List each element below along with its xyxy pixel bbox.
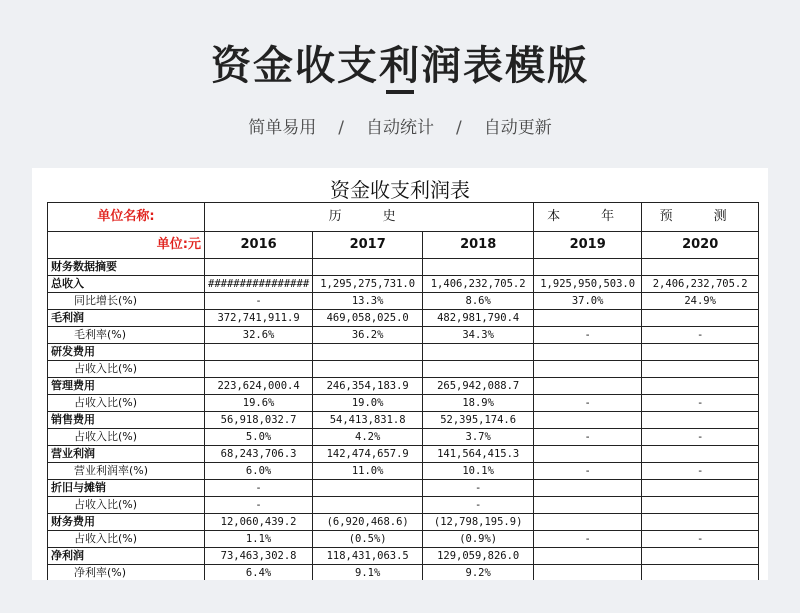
table-cell[interactable]: - xyxy=(642,531,759,548)
row-label[interactable]: 销售费用 xyxy=(48,412,205,429)
year-header: 2020 xyxy=(642,232,759,259)
row-label[interactable]: 营业利润 xyxy=(48,446,205,463)
header-row-1 xyxy=(48,203,759,232)
table-cell[interactable] xyxy=(534,497,642,514)
year-header: 2018 xyxy=(423,232,534,259)
table-row xyxy=(48,361,759,378)
table-cell[interactable] xyxy=(423,259,534,276)
row-label[interactable]: 折旧与摊销 xyxy=(48,480,205,497)
hero-subtitle xyxy=(0,113,800,138)
table-cell[interactable]: 9.2% xyxy=(423,565,534,581)
table-cell[interactable]: 19.6% xyxy=(205,395,313,412)
table-cell[interactable]: 24.9% xyxy=(642,293,759,310)
table-cell[interactable]: 1,406,232,705.2 xyxy=(423,276,534,293)
table-cell[interactable] xyxy=(642,361,759,378)
table-cell[interactable]: - xyxy=(534,429,642,446)
row-label[interactable]: 占收入比(%) xyxy=(48,429,205,446)
tag-separator: / xyxy=(338,118,344,138)
table-row xyxy=(48,344,759,361)
table-row xyxy=(48,293,759,310)
table-cell[interactable] xyxy=(534,514,642,531)
row-label[interactable]: 净利率(%) xyxy=(48,565,205,581)
table-cell[interactable]: 11.0% xyxy=(313,463,423,480)
table-cell[interactable]: 68,243,706.3 xyxy=(205,446,313,463)
table-cell[interactable]: - xyxy=(423,480,534,497)
header-history: 历 史 xyxy=(205,203,534,232)
table-cell[interactable]: 8.6% xyxy=(423,293,534,310)
table-cell[interactable]: - xyxy=(642,395,759,412)
table-cell[interactable]: 1,295,275,731.0 xyxy=(313,276,423,293)
header-forecast: 预 测 xyxy=(642,203,759,232)
hero-title: 资金收支利润表模版 xyxy=(211,43,589,89)
table-cell[interactable] xyxy=(534,378,642,395)
table-cell[interactable]: - xyxy=(534,327,642,344)
table-cell[interactable]: - xyxy=(205,293,313,310)
table-cell[interactable] xyxy=(642,548,759,565)
table-cell[interactable] xyxy=(642,378,759,395)
table-cell[interactable] xyxy=(205,259,313,276)
table-row xyxy=(48,531,759,548)
table-cell[interactable] xyxy=(534,412,642,429)
table-cell[interactable]: - xyxy=(642,463,759,480)
table-cell[interactable]: (0.5%) xyxy=(313,531,423,548)
table-cell[interactable]: - xyxy=(534,531,642,548)
row-label[interactable]: 毛利润 xyxy=(48,310,205,327)
table-cell[interactable]: 19.0% xyxy=(313,395,423,412)
table-cell[interactable]: - xyxy=(642,429,759,446)
table-row xyxy=(48,310,759,327)
table-cell[interactable] xyxy=(423,361,534,378)
tag-separator: / xyxy=(456,118,462,138)
table-cell[interactable]: 4.2% xyxy=(313,429,423,446)
row-label[interactable]: 财务费用 xyxy=(48,514,205,531)
table-cell[interactable] xyxy=(313,259,423,276)
table-cell[interactable]: 73,463,302.8 xyxy=(205,548,313,565)
table-cell[interactable] xyxy=(423,344,534,361)
table-cell[interactable] xyxy=(642,310,759,327)
table-row xyxy=(48,514,759,531)
table-cell[interactable]: 56,918,032.7 xyxy=(205,412,313,429)
table-row xyxy=(48,565,759,581)
row-label[interactable]: 总收入 xyxy=(48,276,205,293)
row-label[interactable]: 研发费用 xyxy=(48,344,205,361)
table-row xyxy=(48,480,759,497)
table-cell[interactable]: 469,058,025.0 xyxy=(313,310,423,327)
table-cell[interactable] xyxy=(534,565,642,581)
table-cell[interactable]: 12,060,439.2 xyxy=(205,514,313,531)
table-row xyxy=(48,276,759,293)
table-cell[interactable] xyxy=(534,361,642,378)
table-cell[interactable]: 246,354,183.9 xyxy=(313,378,423,395)
tag-auto-stats: 自动统计 xyxy=(366,118,434,138)
table-row xyxy=(48,378,759,395)
table-cell[interactable]: 482,981,790.4 xyxy=(423,310,534,327)
sheet-title: 资金收支利润表 xyxy=(330,178,470,202)
table-cell[interactable]: 3.7% xyxy=(423,429,534,446)
spreadsheet-preview xyxy=(32,168,768,580)
table-cell[interactable] xyxy=(642,480,759,497)
table-cell[interactable] xyxy=(534,259,642,276)
row-label[interactable]: 毛利率(%) xyxy=(48,327,205,344)
table-cell[interactable]: 5.0% xyxy=(205,429,313,446)
table-row xyxy=(48,548,759,565)
table-cell[interactable]: - xyxy=(423,497,534,514)
row-label[interactable]: 营业利润率(%) xyxy=(48,463,205,480)
table-row xyxy=(48,429,759,446)
table-cell[interactable]: 52,395,174.6 xyxy=(423,412,534,429)
table-cell[interactable] xyxy=(642,497,759,514)
header-current-year: 本 年 xyxy=(534,203,642,232)
table-row xyxy=(48,395,759,412)
table-cell[interactable]: 37.0% xyxy=(534,293,642,310)
table-cell[interactable]: 6.4% xyxy=(205,565,313,581)
table-cell[interactable]: (0.9%) xyxy=(423,531,534,548)
table-cell[interactable] xyxy=(313,497,423,514)
table-row xyxy=(48,327,759,344)
table-cell[interactable]: - xyxy=(534,395,642,412)
table-cell[interactable]: 36.2% xyxy=(313,327,423,344)
table-cell[interactable]: (12,798,195.9) xyxy=(423,514,534,531)
table-cell[interactable]: 2,406,232,705.2 xyxy=(642,276,759,293)
tag-easy: 简单易用 xyxy=(248,118,317,138)
row-label[interactable]: 同比增长(%) xyxy=(48,293,205,310)
table-row xyxy=(48,446,759,463)
table-row xyxy=(48,463,759,480)
row-label[interactable]: 财务数据摘要 xyxy=(48,259,205,276)
table-cell[interactable]: 265,942,088.7 xyxy=(423,378,534,395)
table-cell[interactable]: 10.1% xyxy=(423,463,534,480)
table-cell[interactable] xyxy=(534,446,642,463)
row-label[interactable]: 占收入比(%) xyxy=(48,395,205,412)
year-header: 2019 xyxy=(534,232,642,259)
table-cell[interactable]: 34.3% xyxy=(423,327,534,344)
unit-label: 单位:元 xyxy=(48,232,205,259)
table-cell[interactable] xyxy=(534,344,642,361)
table-cell[interactable]: 32.6% xyxy=(205,327,313,344)
table-cell[interactable]: - xyxy=(205,480,313,497)
table-cell[interactable]: 223,624,000.4 xyxy=(205,378,313,395)
table-cell[interactable] xyxy=(313,344,423,361)
table-cell[interactable] xyxy=(205,361,313,378)
table-row xyxy=(48,497,759,514)
income-statement-table xyxy=(47,202,759,580)
table-cell[interactable] xyxy=(642,565,759,581)
row-label[interactable]: 占收入比(%) xyxy=(48,531,205,548)
header-row-2 xyxy=(48,232,759,259)
table-cell[interactable]: 1.1% xyxy=(205,531,313,548)
table-cell[interactable]: 1,925,950,503.0 xyxy=(534,276,642,293)
table-cell[interactable]: 118,431,063.5 xyxy=(313,548,423,565)
table-cell[interactable]: 142,474,657.9 xyxy=(313,446,423,463)
row-label[interactable]: 占收入比(%) xyxy=(48,361,205,378)
year-header: 2017 xyxy=(313,232,423,259)
tag-auto-update: 自动更新 xyxy=(483,118,552,138)
table-cell[interactable]: (6,920,468.6) xyxy=(313,514,423,531)
table-cell[interactable]: 129,059,826.0 xyxy=(423,548,534,565)
unit-name-label: 单位名称: xyxy=(48,203,205,232)
table-cell[interactable]: 9.1% xyxy=(313,565,423,581)
table-cell[interactable]: - xyxy=(205,497,313,514)
table-cell[interactable]: 141,564,415.3 xyxy=(423,446,534,463)
table-cell[interactable]: 18.9% xyxy=(423,395,534,412)
table-cell[interactable] xyxy=(642,412,759,429)
table-cell[interactable] xyxy=(642,446,759,463)
table-cell[interactable] xyxy=(534,310,642,327)
table-cell[interactable] xyxy=(642,514,759,531)
table-cell[interactable] xyxy=(534,548,642,565)
table-cell[interactable]: 13.3% xyxy=(313,293,423,310)
row-label[interactable]: 管理费用 xyxy=(48,378,205,395)
table-cell[interactable]: 54,413,831.8 xyxy=(313,412,423,429)
table-cell[interactable] xyxy=(313,361,423,378)
table-row xyxy=(48,412,759,429)
row-label[interactable]: 净利润 xyxy=(48,548,205,565)
table-cell[interactable] xyxy=(642,259,759,276)
table-cell[interactable]: - xyxy=(534,463,642,480)
table-cell[interactable]: ################ xyxy=(205,276,313,293)
hero-divider xyxy=(386,90,414,94)
table-cell[interactable] xyxy=(534,480,642,497)
table-cell[interactable]: 372,741,911.9 xyxy=(205,310,313,327)
row-label[interactable]: 占收入比(%) xyxy=(48,497,205,514)
table-cell[interactable] xyxy=(205,344,313,361)
table-cell[interactable]: 6.0% xyxy=(205,463,313,480)
table-cell[interactable] xyxy=(642,344,759,361)
table-row xyxy=(48,259,759,276)
table-cell[interactable] xyxy=(313,480,423,497)
year-header: 2016 xyxy=(205,232,313,259)
table-cell[interactable]: - xyxy=(642,327,759,344)
